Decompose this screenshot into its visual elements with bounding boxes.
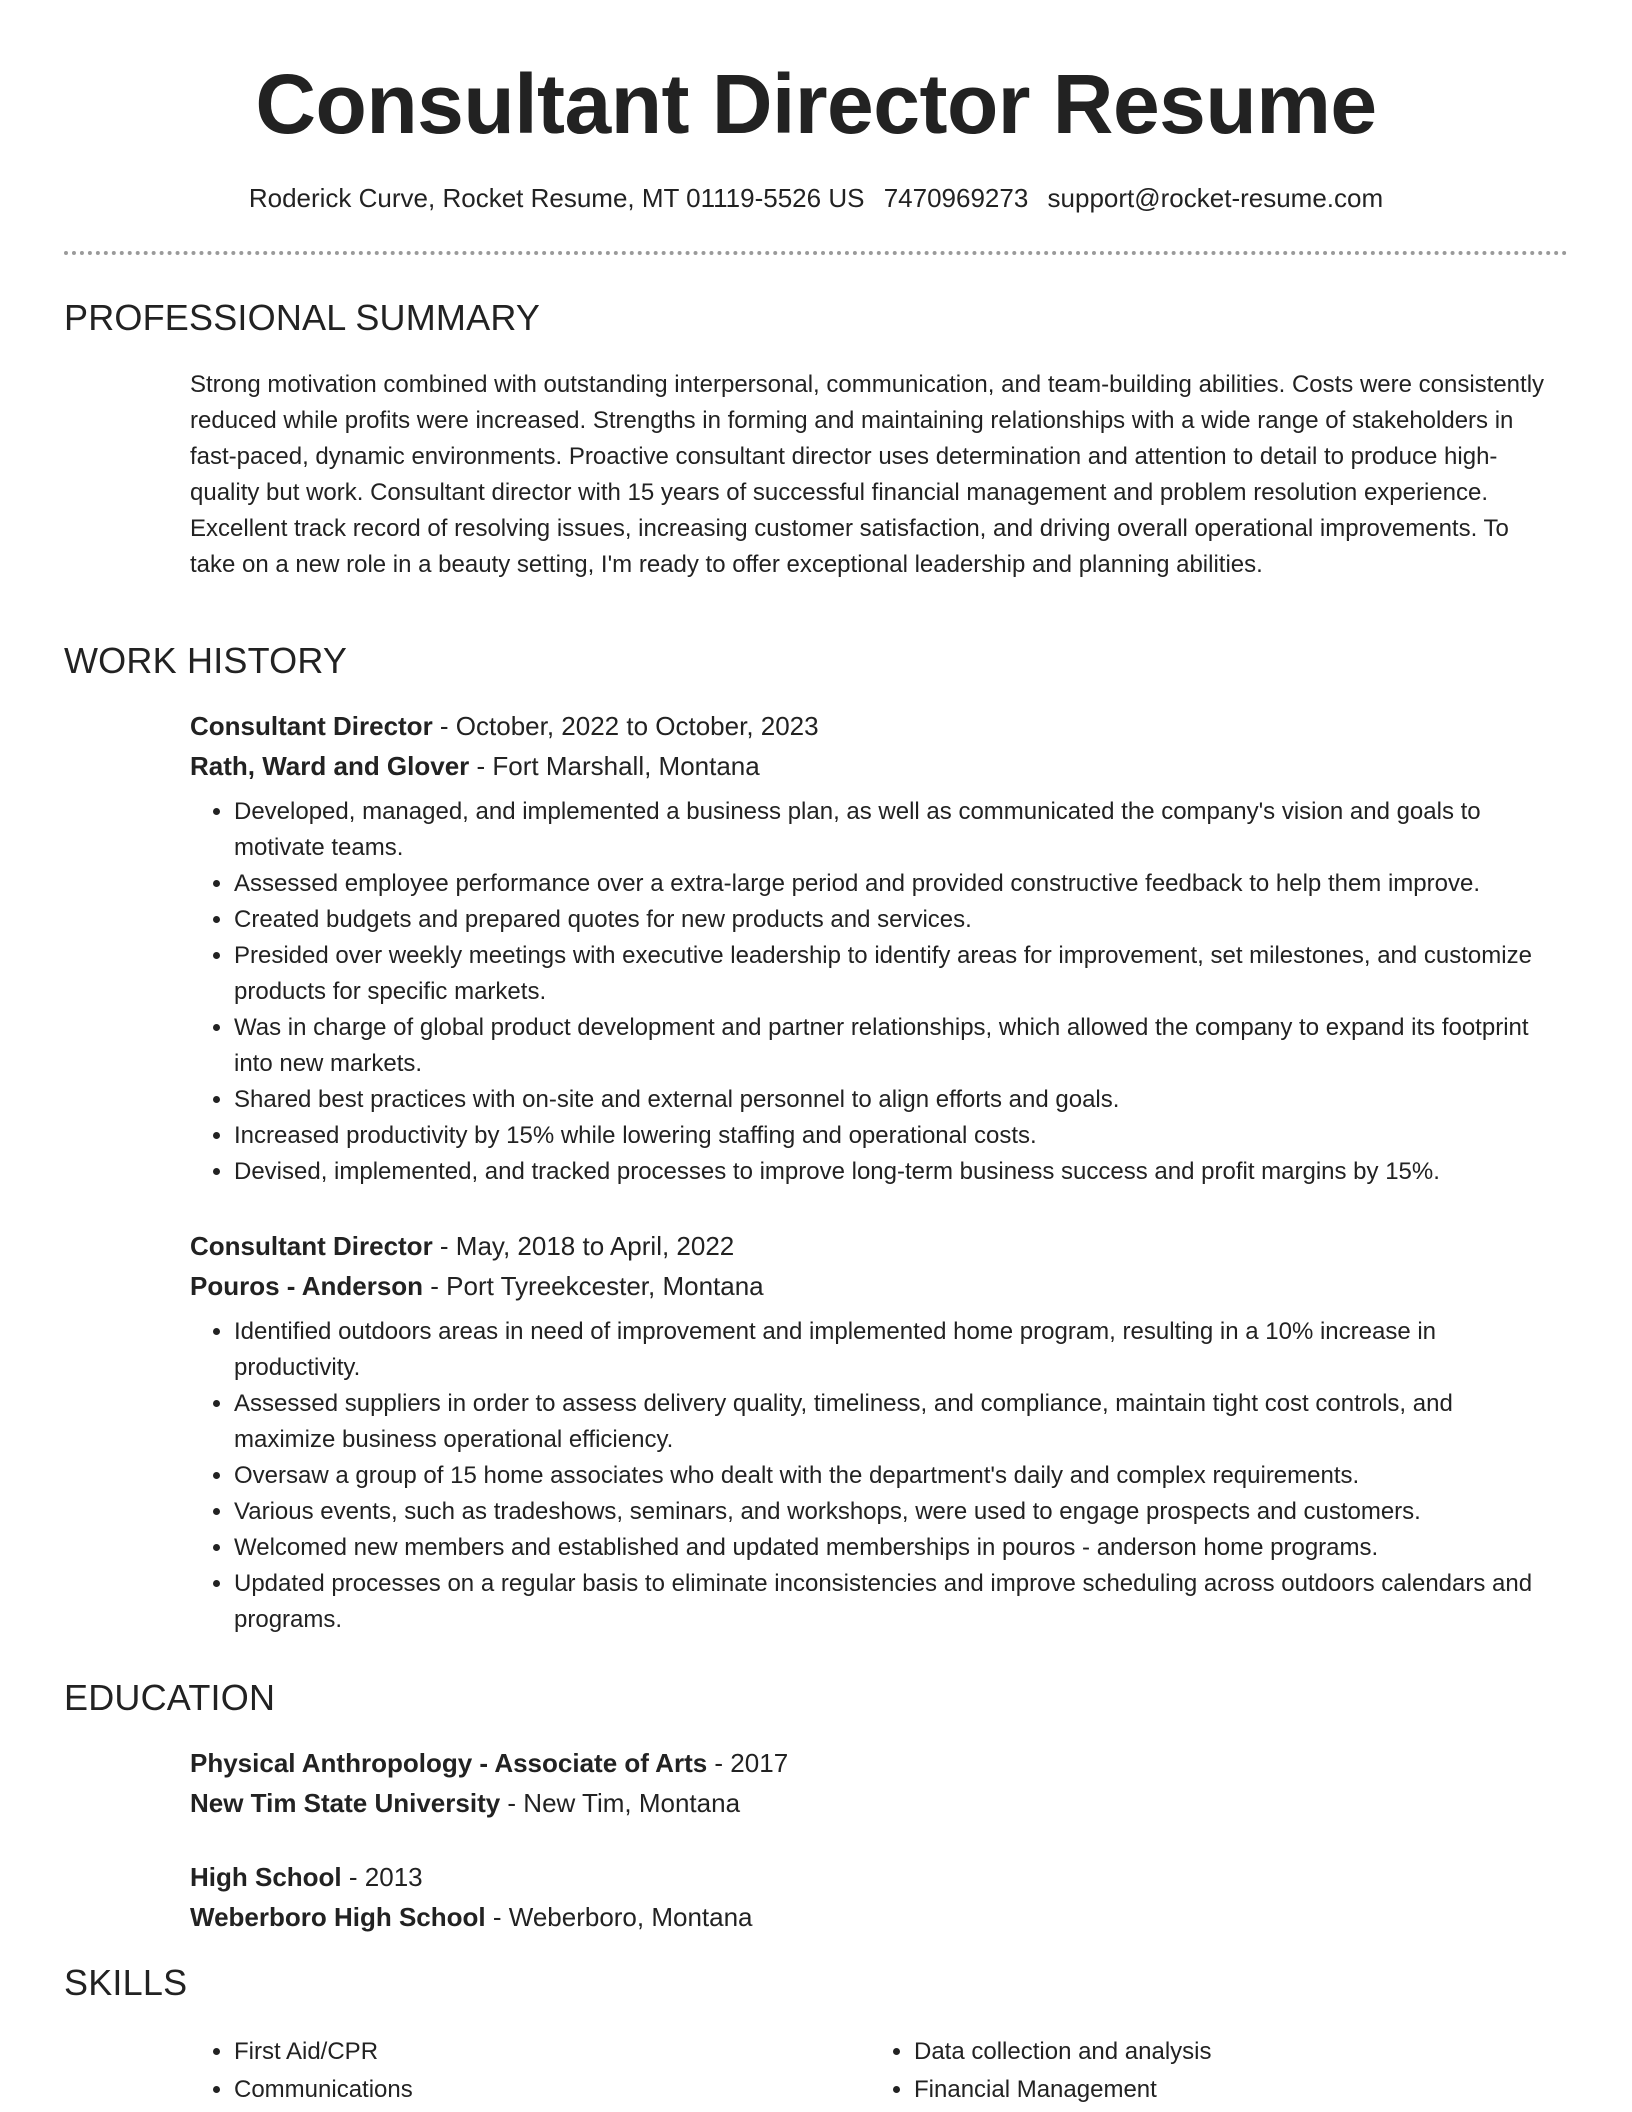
job-duty: • Assessed employee performance over a extra-large period and provided constructive feedback to help them improve. — [234, 866, 1552, 902]
skills-list-right — [870, 2033, 1550, 2109]
job-duty: • Identified outdoors areas in need of improvement and implemented home program, resulting in a 10% increase in productivity. — [234, 1314, 1552, 1386]
job-duty: • Created budgets and prepared quotes for new products and services. — [234, 902, 1552, 938]
education-school: Weberboro High School — [190, 1902, 486, 1932]
job-duties-list — [190, 794, 1552, 1190]
job-duty: • Shared best practices with on-site and external personnel to align efforts and goals. — [234, 1082, 1552, 1118]
resume-title: Consultant Director Resume — [255, 57, 1377, 151]
education-degree: Physical Anthropology - Associate of Arts — [190, 1748, 708, 1778]
education-school: New Tim State University — [190, 1788, 501, 1818]
job-location: - Fort Marshall, Montana — [469, 751, 760, 781]
summary-text: Strong motivation combined with outstanding interpersonal, communication, and team-building abilities. Costs were consistently reduced while profits were increased. Strengths in forming and maintaining relationships with a wide range of stakeholders in fast-paced, dynamic environments. Proactive consultant director uses determination and attention to detail to produce high-quality but work. Consultant director with 15 years of successful financial management and problem resolution experience. Excellent track record of resolving issues, increasing customer satisfaction, and driving overall operational improvements. To take on a new role in a beauty setting, I'm ready to offer exceptional leadership and planning abilities. — [190, 371, 1545, 578]
summary-heading: PROFESSIONAL SUMMARY — [64, 297, 541, 338]
education-entry — [190, 1743, 1552, 1823]
contact-address: Roderick Curve, Rocket Resume, MT 01119-5526 US — [248, 183, 865, 213]
job-title-line — [190, 706, 1552, 746]
education-school-line — [190, 1783, 1552, 1823]
job-dates: - October, 2022 to October, 2023 — [432, 711, 819, 741]
education-year: - 2013 — [341, 1862, 423, 1892]
job-title-line — [190, 1226, 1552, 1266]
job-company: Pouros - Anderson — [190, 1271, 424, 1301]
job-duty: • Presided over weekly meetings with executive leadership to identify areas for improvement, set milestones, and customize products for specific markets. — [234, 938, 1552, 1010]
job-company: Rath, Ward and Glover — [190, 751, 470, 781]
skill-item: • Financial Management — [914, 2071, 1550, 2109]
header-divider — [64, 251, 1568, 255]
job-dates: - May, 2018 to April, 2022 — [432, 1231, 735, 1261]
education-heading: EDUCATION — [64, 1677, 276, 1718]
skills-list-left — [190, 2033, 870, 2109]
job-duty: • Assessed suppliers in order to assess delivery quality, timeliness, and compliance, maintain tight cost controls, and maximize business operational efficiency. — [234, 1386, 1552, 1458]
education-location: - New Tim, Montana — [500, 1788, 741, 1818]
skill-item: • Communications — [234, 2071, 870, 2109]
job-title: Consultant Director — [190, 711, 433, 741]
job-company-line — [190, 1266, 1552, 1306]
job-company-line — [190, 746, 1552, 786]
skill-item: • Data collection and analysis — [914, 2033, 1550, 2071]
contact-phone: 7470969273 — [883, 183, 1029, 213]
job-duty: • Developed, managed, and implemented a business plan, as well as communicated the company's vision and goals to motivate teams. — [234, 794, 1552, 866]
job-duties-list — [190, 1314, 1552, 1638]
job-title: Consultant Director — [190, 1231, 433, 1261]
education-degree: High School — [190, 1862, 342, 1892]
job-duty: • Welcomed new members and established and updated memberships in pouros - anderson home programs. — [234, 1530, 1552, 1566]
job-duty: • Various events, such as tradeshows, seminars, and workshops, were used to engage prospects and customers. — [234, 1494, 1552, 1530]
skills-grid — [190, 2033, 1552, 2109]
work-history-heading: WORK HISTORY — [64, 640, 348, 681]
education-school-line — [190, 1897, 1552, 1937]
skills-heading: SKILLS — [64, 1962, 188, 2003]
job-duty: • Increased productivity by 15% while lowering staffing and operational costs. — [234, 1118, 1552, 1154]
contact-email: support@rocket-resume.com — [1047, 183, 1384, 213]
education-degree-line — [190, 1857, 1552, 1897]
job-entry — [190, 1226, 1552, 1638]
skill-item: • First Aid/CPR — [234, 2033, 870, 2071]
education-entry — [190, 1857, 1552, 1937]
education-degree-line — [190, 1743, 1552, 1783]
education-location: - Weberboro, Montana — [485, 1902, 753, 1932]
job-duty: • Was in charge of global product development and partner relationships, which allowed the company to expand its footprint into new markets. — [234, 1010, 1552, 1082]
job-duty: • Devised, implemented, and tracked processes to improve long-term business success and profit margins by 15%. — [234, 1154, 1552, 1190]
education-year: - 2017 — [707, 1748, 789, 1778]
contact-line — [0, 181, 1632, 215]
job-location: - Port Tyreekcester, Montana — [423, 1271, 764, 1301]
job-entry — [190, 706, 1552, 1190]
job-duty: • Updated processes on a regular basis to eliminate inconsistencies and improve scheduling across outdoors calendars and programs. — [234, 1566, 1552, 1638]
job-duty: • Oversaw a group of 15 home associates who dealt with the department's daily and complex requirements. — [234, 1458, 1552, 1494]
